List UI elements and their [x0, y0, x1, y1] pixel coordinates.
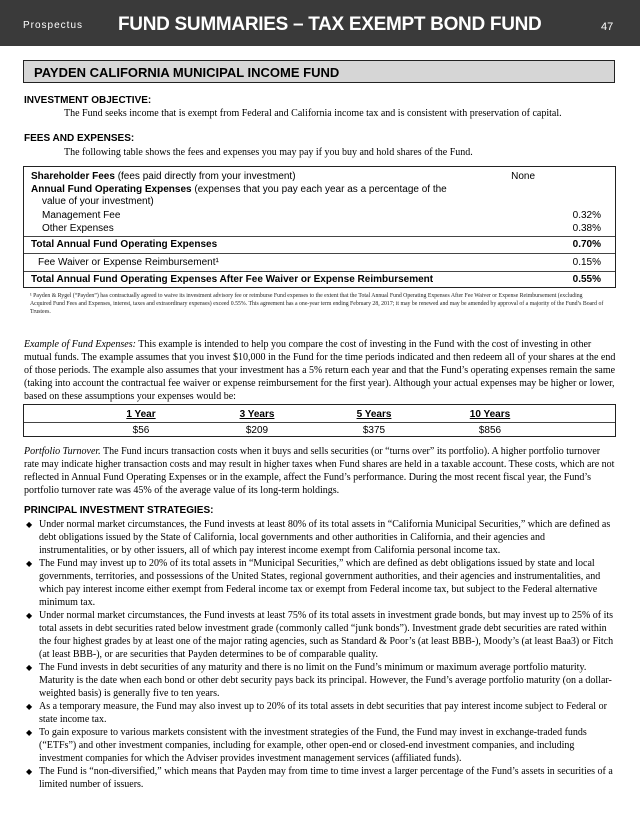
list-item: [26, 557, 616, 609]
fees-heading: FEES AND EXPENSES:: [24, 133, 135, 144]
diamond-bullet-icon: ◆: [26, 559, 33, 568]
example-text: This example is intended to help you compare the cost of investing in the Fund with the cost of investing in other mutual funds. The example assumes that you invest $10,000 in the Fund for the time periods indicated and then redeem all of your shares at the end of those periods. The example also assumes that your investment has a 5% return each year and that the Fund’s operating expenses remain the same (taking into account the contractual fee waiver or expense reimbursement for the first year). Although your actual expenses may be higher or lower, based on these assumptions your expenses would be:: [24, 339, 616, 402]
list-item-text: The Fund invests in debt securities of any maturity and there is no limit on the Fund’s minimum or maximum average portfolio maturity. Maturity is the date when each bond or other debt security pays back its principal. However, the Fund’s average portfolio maturity (on a dollar-weighted basis) is generally five to ten years.: [39, 662, 612, 699]
annual-expenses-desc: (expenses that you pay each year as a percentage of the: [194, 184, 447, 195]
total-after-waiver-value: 0.55%: [572, 274, 601, 285]
shareholder-fees-value: None: [511, 171, 535, 182]
diamond-bullet-icon: ◆: [26, 663, 33, 672]
list-item: [26, 700, 616, 726]
total-expenses-value: 0.70%: [572, 239, 601, 250]
section-label: Prospectus: [23, 20, 84, 31]
page-number: 47: [601, 21, 614, 33]
example-header: 1 Year: [126, 409, 156, 420]
divider: [24, 271, 615, 272]
diamond-bullet-icon: ◆: [26, 520, 33, 529]
list-item-text: Under normal market circumstances, the Fund invests at least 75% of its total assets in investment grade bonds, but may invest up to 25% of its total assets in debt securities rated below investment grade (commonly called “junk bonds”). Investment grade debt securities are rated within the four highest grades by at least one of the major rating agencies, such as Standard & Poor’s (at least BBB-), Moody’s (at least Baa3) or Fitch (at least BBB-), or are securities that Payden determines to be of comparable quality.: [39, 610, 614, 660]
annual-expenses-row: [31, 184, 601, 195]
list-item: [26, 765, 616, 791]
other-expenses-row: [42, 223, 601, 234]
example-value: $375: [362, 425, 386, 436]
list-item-text: To gain exposure to various markets consistent with the investment strategies of the Fund, the Fund may invest in exchange-traded funds (“ETFs”) and other investment companies, including for example, other open-end or closed-end investment companies, and including investment companies for which the Adviser provides investment management services (affiliated funds).: [39, 727, 587, 764]
total-after-waiver-row: [31, 274, 601, 285]
list-item-text: Under normal market circumstances, the Fund invests at least 80% of its total assets in “California Municipal Securities,” which are defined as debt obligations issued by the State of California, local governments and other authorities in California, and their agencies and instrumentalities, or by other issuers, all of which pay interest income exempt from California personal income tax.: [39, 519, 611, 556]
strategies-list: [26, 518, 616, 791]
shareholder-fees-label: Shareholder Fees: [31, 171, 115, 182]
diamond-bullet-icon: ◆: [26, 728, 33, 737]
turnover-paragraph: [24, 445, 616, 497]
strategies-heading: PRINCIPAL INVESTMENT STRATEGIES:: [24, 505, 214, 516]
example-header: 5 Years: [356, 409, 392, 420]
page-header: [0, 0, 640, 46]
management-fee-label: Management Fee: [42, 210, 121, 221]
other-expenses-value: 0.38%: [572, 223, 601, 234]
annual-expenses-desc-line2: value of your investment): [42, 196, 154, 207]
total-after-waiver-label: Total Annual Fund Operating Expenses After Fee Waiver or Expense Reimbursement: [31, 274, 434, 285]
diamond-bullet-icon: ◆: [26, 702, 33, 711]
shareholder-fees-desc: (fees paid directly from your investment): [117, 171, 296, 182]
list-item: [26, 661, 616, 700]
objective-heading: INVESTMENT OBJECTIVE:: [24, 95, 152, 106]
total-expenses-label: Total Annual Fund Operating Expenses: [31, 239, 218, 250]
diamond-bullet-icon: ◆: [26, 611, 33, 620]
fees-footnote: ¹ Payden & Rygel (“Payden”) has contractually agreed to waive its investment advisory fee or reimburse Fund expenses to the extent that the Total Annual Fund Operating Expenses After Fee Waiver or Expense Reimbursement (excluding Acquired Fund Fees and Expenses, interest, taxes and extraordinary expenses) exceed 0.55%. This agreement has a one-year term ending February 28, 2017; it may be renewed and may be amended by approval of a majority of the Fund’s Board of Trustees.: [30, 293, 604, 315]
fees-table: [23, 166, 616, 288]
turnover-label: Portfolio Turnover.: [24, 446, 101, 457]
fee-waiver-value: 0.15%: [572, 257, 601, 268]
divider: [24, 253, 615, 254]
total-expenses-row: [31, 239, 601, 250]
divider: [24, 236, 615, 237]
list-item: [26, 726, 616, 765]
management-fee-row: [42, 210, 601, 221]
annual-expenses-label: Annual Fund Operating Expenses: [31, 184, 192, 195]
example-table: [23, 404, 616, 437]
example-paragraph: [24, 338, 616, 403]
list-item-text: As a temporary measure, the Fund may also invest up to 20% of its total assets in debt securities that pay interest income subject to Federal or state income tax.: [39, 701, 607, 725]
example-value: $209: [245, 425, 269, 436]
management-fee-value: 0.32%: [572, 210, 601, 221]
objective-text: The Fund seeks income that is exempt from Federal and California income tax and is consistent with preservation of capital.: [64, 108, 562, 119]
fee-waiver-label: Fee Waiver or Expense Reimbursement¹: [38, 257, 219, 268]
list-item-text: The Fund is “non-diversified,” which means that Payden may from time to time invest a larger percentage of the Fund’s assets in securities of a limited number of issuers.: [39, 766, 613, 790]
divider: [24, 422, 615, 423]
list-item: [26, 518, 616, 557]
example-header: 3 Years: [239, 409, 275, 420]
shareholder-fees-row: [31, 171, 601, 182]
diamond-bullet-icon: ◆: [26, 767, 33, 776]
example-value: $56: [132, 425, 150, 436]
fees-intro: The following table shows the fees and expenses you may pay if you buy and hold shares of the Fund.: [64, 147, 473, 158]
header-title: FUND SUMMARIES – TAX EXEMPT BOND FUND: [118, 14, 542, 35]
fund-title: PAYDEN CALIFORNIA MUNICIPAL INCOME FUND: [23, 60, 615, 83]
example-label: Example of Fund Expenses:: [24, 339, 136, 350]
example-header: 10 Years: [469, 409, 511, 420]
list-item-text: The Fund may invest up to 20% of its total assets in “Municipal Securities,” which are defined as debt obligations issued by state and local governments, territories, and possessions of the United States, regional government authorities, and their agencies and instrumentalities, and which pay interest income either exempt from Federal income tax or exempt from Federal income tax, but subject to the Federal alternative minimum tax.: [39, 558, 601, 608]
example-value: $856: [478, 425, 502, 436]
list-item: [26, 609, 616, 661]
turnover-text: The Fund incurs transaction costs when it buys and sells securities (or “turns over” its portfolio). A higher portfolio turnover rate may indicate higher transaction costs and may result in higher taxes when Fund shares are held in a taxable account. These costs, which are not reflected in Annual Fund Operating Expenses or in the example, affect the Fund’s performance. During the most recent fiscal year, the Fund’s portfolio turnover rate was 45% of the average value of its long-term holdings.: [24, 446, 615, 496]
fee-waiver-row: [38, 257, 601, 268]
other-expenses-label: Other Expenses: [42, 223, 114, 234]
